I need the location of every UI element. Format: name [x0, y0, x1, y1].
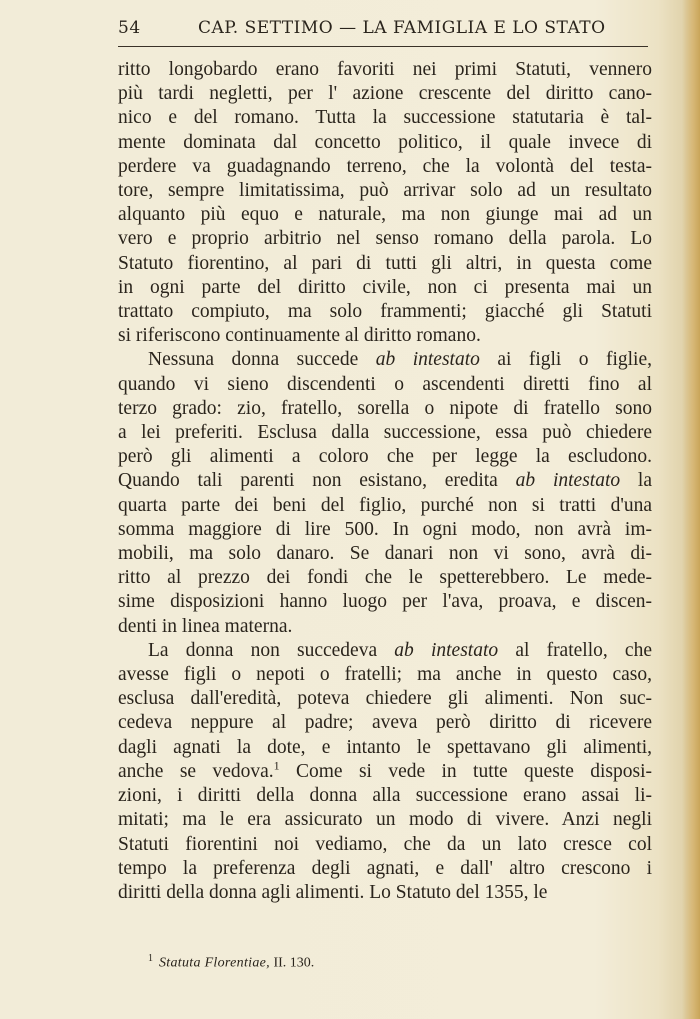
- text-line: nico e del romano. Tutta la successione statutaria è tal-: [118, 107, 652, 129]
- text-line: La donna non succedeva ab intestato al fratello, che: [148, 639, 652, 661]
- text-line: mente dominata dal concetto politico, il quale invece di: [118, 131, 652, 153]
- header-rule: [118, 46, 648, 47]
- body-text: [118, 58, 652, 905]
- page-header: [118, 18, 648, 46]
- footnote-reference: 1: [273, 758, 280, 773]
- text-line: quarta parte dei beni del figlio, purché non si tratti d'una: [118, 494, 652, 516]
- text-line: terzo grado: zio, fratello, sorella o nipote di fratello sono: [118, 397, 652, 419]
- text-line: tempo la preferenza degli agnati, e dall' altro crescono i: [118, 857, 652, 879]
- text-line: ritto longobardo erano favoriti nei primi Statuti, vennero: [118, 59, 652, 80]
- paragraph: [118, 639, 652, 905]
- text-line: denti in linea materna.: [118, 615, 293, 637]
- text-line: zioni, i diritti della donna alla successione erano assai li-: [118, 785, 652, 807]
- footnote-title: Statuta Florentiae,: [159, 955, 270, 971]
- text-line: Quando tali parenti non esistano, eredita ab intestato la: [118, 470, 653, 492]
- text-line: Statuto fiorentino, al pari di tutti gli altri, in questa come: [118, 252, 652, 274]
- text-line: si riferiscono continuamente al diritto romano.: [118, 325, 481, 347]
- text-line: a lei preferiti. Esclusa dalla successione, essa può chiedere: [118, 422, 652, 444]
- text-line: mobili, ma solo danaro. Se danari non vi sono, avrà di-: [118, 543, 652, 565]
- text-line: tore, sempre limitatissima, può arrivar solo ad un resultato: [118, 180, 652, 202]
- text-line: somma maggiore di lire 500. In ogni modo, non avrà im-: [118, 518, 652, 540]
- paragraph: [118, 58, 652, 348]
- text-line: quando vi sieno discendenti o ascendenti diretti fino al: [118, 373, 652, 395]
- footnote-ref: II. 130.: [269, 955, 315, 971]
- footnote-number: 1: [148, 953, 153, 964]
- text-line: dagli agnati la dote, e intanto le spettavano gli alimenti,: [118, 736, 652, 758]
- italic-phrase: ab intestato: [375, 349, 480, 371]
- page-edge: [682, 0, 700, 1019]
- text-line: anche se vedova.$^1$ Come si vede in tutte queste disposi-: [118, 758, 652, 782]
- text-line: sime disposizioni hanno luogo per l'ava, proava, e discen-: [118, 591, 652, 613]
- footnote: [148, 953, 314, 972]
- text-line: alquanto più equo e naturale, ma non giunge mai ad un: [118, 204, 652, 226]
- text-line: avesse figli o nepoti o fratelli; ma anche in questo caso,: [118, 664, 652, 686]
- text-line: in ogni parte del diritto civile, non ci presenta mai un: [118, 276, 652, 298]
- italic-phrase: ab intestato: [394, 639, 499, 661]
- paragraph: [118, 348, 652, 638]
- text-line: Statuti fiorentini noi vediamo, che da un lato cresce col: [118, 833, 652, 855]
- text-line: trattato compiuto, ma solo frammenti; giacché gli Statuti: [118, 301, 652, 323]
- text-line: cedeva neppure al padre; aveva però diritto di ricevere: [118, 712, 652, 734]
- text-line: più tardi negletti, per l' azione crescente del diritto cano-: [118, 83, 652, 105]
- italic-phrase: ab intestato: [515, 470, 621, 492]
- text-line: vero e proprio arbitrio nel senso romano della parola. Lo: [118, 228, 652, 250]
- running-head: CAP. SETTIMO — LA FAMIGLIA E LO STATO: [198, 18, 606, 38]
- text-line: perdere va guadagnando terreno, che la volontà del testa-: [118, 155, 652, 177]
- text-line: però gli alimenti a coloro che per legge la escludono.: [118, 446, 652, 468]
- text-line: Nessuna donna succede ab intestato ai figli o figlie,: [148, 349, 652, 371]
- text-line: diritti della donna agli alimenti. Lo Statuto del 1355, le: [118, 881, 548, 903]
- text-line: mitati; ma le era assicurato un modo di vivere. Anzi negli: [118, 809, 652, 831]
- page-number: 54: [118, 18, 141, 38]
- text-line: esclusa dall'eredità, poteva chiedere gli alimenti. Non suc-: [118, 688, 652, 710]
- text-line: ritto al prezzo dei fondi che le spetterebbero. Le mede-: [118, 567, 652, 589]
